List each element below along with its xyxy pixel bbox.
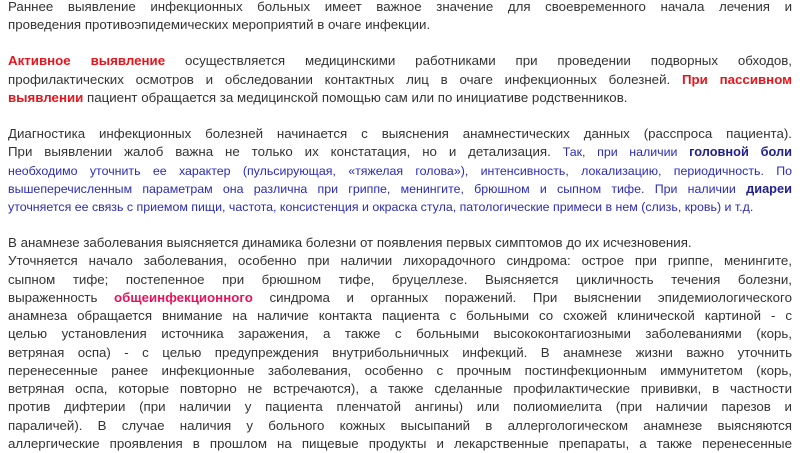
text-line xyxy=(8,362,792,380)
highlighted-term: уточняется ее связь с приемом пищи, частота, консистенция и окраска стула, патологические примеси в нем (слизь, кровь) и т.д. xyxy=(8,200,754,214)
text-line xyxy=(8,435,792,453)
text-span: В анамнезе заболевания выясняется динамика болезни от появления первых симптомов до их исчезновения. xyxy=(8,235,692,250)
text-line xyxy=(8,344,792,362)
text-line xyxy=(8,398,792,416)
text-span: ветряная оспа) - с целью предупреждения внутрибольничных инфекций. В анамнезе жизни важно уточнить xyxy=(8,345,792,360)
text-line xyxy=(8,307,792,325)
text-line xyxy=(8,252,792,270)
text-span: При выявлении жалоб важна не только их констатация, но и детализация. xyxy=(8,144,563,159)
text-line xyxy=(8,89,792,107)
highlighted-term: Так, при наличии xyxy=(562,145,690,159)
highlighted-term: При пассивном xyxy=(681,72,792,87)
highlighted-term: необходимо уточнить ее характер (пульсирующая, «тяжелая голова»), интенсивность, локализацию, периодичность. По xyxy=(8,164,792,178)
text-span: целью установления источника заражения, а также с больными высококонтагиозными заболеваниями (корь, xyxy=(8,326,792,341)
highlighted-term: вышеперечисленным параметрам она различна при гриппе, менингите, брюшном и сыпном тифе. При наличии xyxy=(8,182,747,196)
text-line xyxy=(8,143,792,161)
highlighted-term: общеинфекционного xyxy=(114,290,253,305)
text-span: перенесенные ранее инфекционные заболевания, особенно с прочным постинфекционным иммунитетом (корь, xyxy=(8,363,792,378)
text-line xyxy=(8,380,792,398)
text-line xyxy=(8,198,792,216)
text-span: анамнеза обращается внимание на наличие контакта пациента с больными со схожей клинической картиной - с xyxy=(8,308,792,323)
text-line xyxy=(8,52,792,70)
text-span: против дифтерии (при наличии у пациента пленчатой ангины) или полиомиелита (при наличии парезов и xyxy=(8,399,792,414)
text-span: Раннее выявление инфекционных больных имеет важное значение для своевременного начала лечения и xyxy=(8,0,792,14)
text-span: проведения противоэпидемических мероприятий в очаге инфекции. xyxy=(8,17,431,32)
highlighted-term: Активное выявление xyxy=(8,53,166,68)
text-line xyxy=(8,234,792,252)
text-line xyxy=(8,16,792,34)
text-line xyxy=(8,180,792,198)
text-span: ветряная оспа, которые повторно не встречаются), а также сделанные профилактические прививки, в частности xyxy=(8,381,792,396)
text-span: синдрома и органных поражений. При выяснении эпидемиологического xyxy=(252,290,792,305)
text-span: профилактических осмотров и обследовании контактных лиц в очаге инфекционных болезней. xyxy=(8,72,682,87)
text-line xyxy=(8,271,792,289)
text-span: сыпном тифе; постепенное при брюшном тифе, бруцеллезе. Выясняется цикличность течения болезни, xyxy=(8,272,792,287)
text-line xyxy=(8,162,792,180)
highlighted-term: головной боли xyxy=(689,144,792,159)
highlighted-term: диареи xyxy=(746,181,792,196)
text-span: параличей). В случае наличия у больного кожных высыпаний в аллергологическом анамнезе выясняются xyxy=(8,418,792,433)
text-line xyxy=(8,417,792,435)
text-line xyxy=(8,289,792,307)
text-line xyxy=(8,0,792,16)
text-line xyxy=(8,71,792,89)
text-line xyxy=(8,125,792,143)
highlighted-term: выявлении xyxy=(8,90,84,105)
text-span: Диагностика инфекционных болезней начинается с выяснения анамнестических данных (расспроса пациента). xyxy=(8,126,792,141)
text-line xyxy=(8,325,792,343)
text-span: выраженность xyxy=(8,290,115,305)
text-span: пациент обращается за медицинской помощью сам или по инициативе родственников. xyxy=(83,90,628,105)
text-span: осуществляется медицинскими работниками при проведении подворных обходов, xyxy=(165,53,792,68)
text-span: аллергические проявления в прошлом на пищевые продукты и лекарственные препараты, а также перенесенные xyxy=(8,436,792,451)
text-span: Уточняется начало заболевания, особенно при наличии лихорадочного синдрома: острое при гриппе, менингите, xyxy=(8,253,792,268)
